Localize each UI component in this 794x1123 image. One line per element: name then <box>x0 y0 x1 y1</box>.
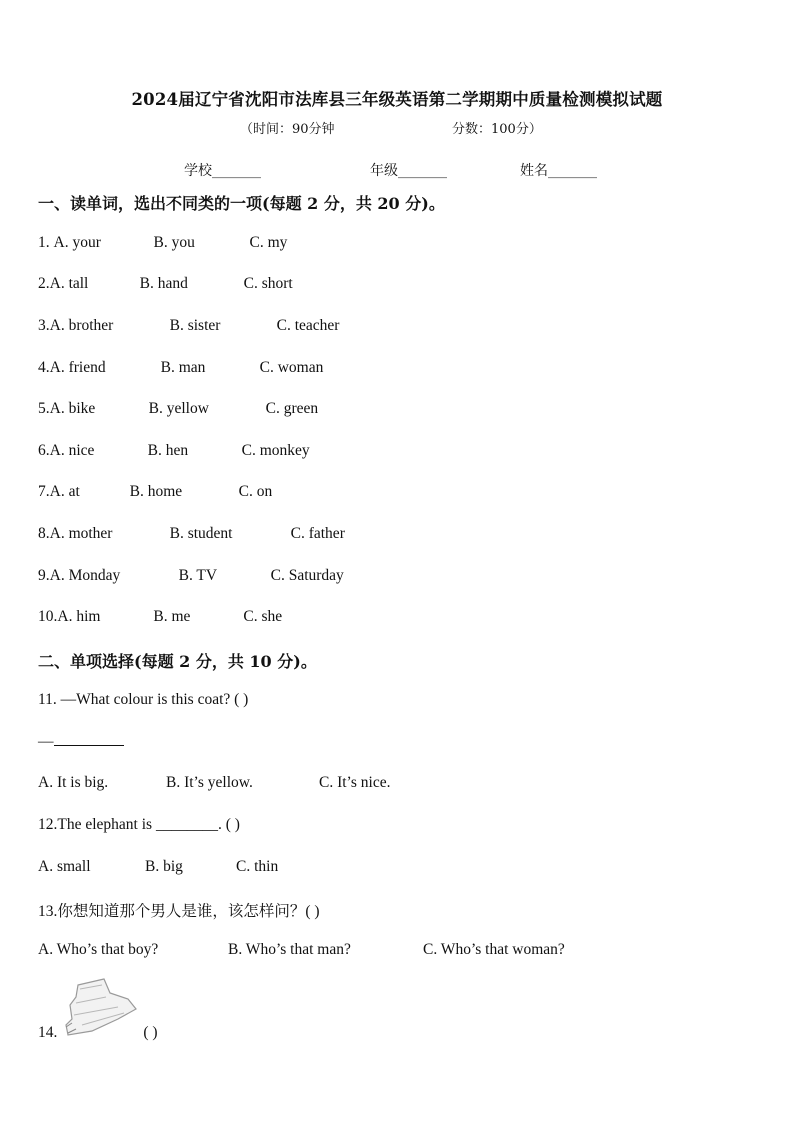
option-b: B. you <box>153 234 195 251</box>
option-b: B. TV <box>178 567 218 584</box>
answer-blank <box>54 733 124 746</box>
question-14 <box>38 1024 158 1042</box>
grade-field <box>370 160 447 180</box>
name-blank: _______ <box>548 163 597 179</box>
option-c: C. monkey <box>241 442 310 459</box>
school-label: 学校 <box>184 163 212 179</box>
school-field <box>184 160 261 180</box>
question-number: 14. <box>38 1024 58 1041</box>
question-12: 12.The elephant is ________. ( ) <box>38 816 240 833</box>
section1-heading: 一、读单词，选出不同类的一项(每题 2 分，共 20 分)。 <box>38 194 445 213</box>
question-number: 10. <box>38 608 58 625</box>
option-a: A. mother <box>49 525 113 542</box>
option-a: A. your <box>53 234 101 251</box>
answer-paren: ( ) <box>143 1024 158 1041</box>
name-field <box>520 160 597 180</box>
option-c: C. she <box>243 608 283 625</box>
option-a: A. him <box>57 608 101 625</box>
answer-dash: — <box>38 733 54 750</box>
option-c: C. short <box>243 275 293 292</box>
option-a: A. friend <box>49 359 106 376</box>
name-label: 姓名 <box>520 163 548 179</box>
question-1 <box>38 234 287 252</box>
option-b: B. me <box>153 608 191 625</box>
grade-blank: _______ <box>398 163 447 179</box>
option-c: C. my <box>249 234 288 251</box>
option-b: B. yellow <box>148 400 209 417</box>
question-3 <box>38 317 339 335</box>
option-c: C. father <box>290 525 345 542</box>
school-blank: _______ <box>212 163 261 179</box>
question-7 <box>38 483 272 501</box>
question-2 <box>38 275 293 293</box>
question-11: 11. —What colour is this coat? ( ) <box>38 691 249 708</box>
question-8 <box>38 525 345 543</box>
question-number: 6. <box>38 442 50 459</box>
page-title: 2024届辽宁省沈阳市法库县三年级英语第二学期期中质量检测模拟试题 <box>131 90 663 109</box>
question-11-answer-line <box>38 733 124 751</box>
option-c: C. Who’s that woman? <box>423 941 565 958</box>
option-c: C. It’s nice. <box>319 774 391 791</box>
question-12-options <box>38 858 278 876</box>
option-a: A. at <box>49 483 80 500</box>
option-a: A. brother <box>49 317 114 334</box>
question-number: 1. <box>38 234 54 251</box>
option-b: B. It’s yellow. <box>166 774 253 791</box>
option-c: C. on <box>238 483 273 500</box>
option-b: B. home <box>129 483 183 500</box>
option-a: A. bike <box>49 400 96 417</box>
question-13: 13.你想知道那个男人是谁，该怎样问？( ) <box>38 903 320 920</box>
question-11-options <box>38 774 390 792</box>
score-note: 分数：100分） <box>452 122 542 137</box>
question-9 <box>38 567 344 585</box>
question-number: 5. <box>38 400 50 417</box>
option-a: A. Who’s that boy? <box>38 941 159 958</box>
option-b: B. student <box>169 525 233 542</box>
question-number: 3. <box>38 317 50 334</box>
option-b: B. hen <box>147 442 189 459</box>
section2-heading: 二、单项选择(每题 2 分，共 10 分)。 <box>38 652 317 671</box>
option-c: C. Saturday <box>270 567 344 584</box>
option-a: A. It is big. <box>38 774 109 791</box>
option-b: B. Who’s that man? <box>228 941 351 958</box>
option-c: C. woman <box>259 359 324 376</box>
option-c: C. thin <box>236 858 279 875</box>
option-a: A. nice <box>49 442 95 459</box>
option-a: A. small <box>38 858 91 875</box>
question-number: 8. <box>38 525 50 542</box>
question-5 <box>38 400 318 418</box>
question-number: 9. <box>38 567 50 584</box>
option-a: A. Monday <box>49 567 121 584</box>
option-b: B. sister <box>169 317 221 334</box>
option-a: A. tall <box>49 275 89 292</box>
question-number: 2. <box>38 275 50 292</box>
question-13-options <box>38 941 565 959</box>
question-number: 4. <box>38 359 50 376</box>
option-b: B. man <box>160 359 206 376</box>
question-6 <box>38 442 310 460</box>
option-c: C. teacher <box>276 317 340 334</box>
time-note: （时间：90分钟 <box>240 122 335 137</box>
question-10 <box>38 608 282 626</box>
question-4 <box>38 359 323 377</box>
option-b: B. big <box>145 858 183 875</box>
option-b: B. hand <box>139 275 188 292</box>
grade-label: 年级 <box>370 163 398 179</box>
option-c: C. green <box>265 400 319 417</box>
question-number: 7. <box>38 483 50 500</box>
